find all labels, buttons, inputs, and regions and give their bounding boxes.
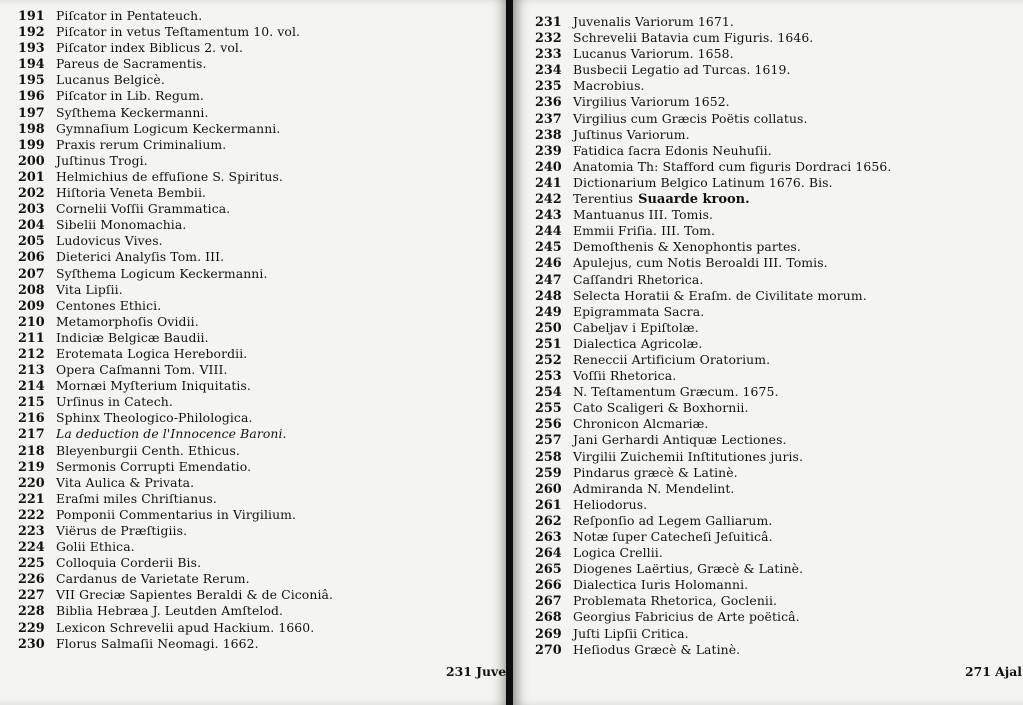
list-item xyxy=(535,304,891,320)
entry-title: Apulejus, cum Notis Beroaldi III. Tomis. xyxy=(573,255,828,271)
entry-number: 204 xyxy=(18,218,45,234)
entry-title: Golii Ethica. xyxy=(56,539,135,555)
entry-number: 206 xyxy=(18,250,45,266)
entry-number: 256 xyxy=(535,417,562,433)
entry-title: Bleyenburgii Centh. Ethicus. xyxy=(56,442,240,458)
entry-number: 199 xyxy=(18,137,45,153)
list-item xyxy=(535,529,891,545)
entry-number: 197 xyxy=(18,105,45,121)
entry-title: Helmichius de effuſione S. Spiritus. xyxy=(56,168,283,184)
list-item xyxy=(18,266,333,282)
entry-title: Chronicon Alcmariæ. xyxy=(573,416,709,432)
entry-title: Problemata Rhetorica, Goclenii. xyxy=(573,593,778,609)
entry-title: Eraſmi miles Chriſtianus. xyxy=(56,490,217,506)
list-item xyxy=(535,143,891,159)
list-item xyxy=(535,449,891,465)
list-item xyxy=(18,40,333,56)
list-item xyxy=(18,8,333,24)
right-page xyxy=(513,0,1023,705)
entry-number: 209 xyxy=(18,298,45,314)
list-item xyxy=(18,153,333,169)
entry-number: 264 xyxy=(535,546,562,562)
left-entry-list xyxy=(18,8,333,652)
entry-title: Gymnaſium Logicum Keckermanni. xyxy=(56,120,281,136)
entry-title: Epigrammata Sacra. xyxy=(573,303,705,319)
entry-title: Mornæi Myſterium Iniquitatis. xyxy=(56,378,251,394)
entry-number: 217 xyxy=(18,427,45,443)
entry-number: 230 xyxy=(18,636,45,652)
list-item xyxy=(535,626,891,642)
list-item xyxy=(535,545,891,561)
entry-number: 266 xyxy=(535,578,562,594)
entry-title: Juſti Lipſii Critica. xyxy=(573,625,689,641)
list-item xyxy=(18,137,333,153)
entry-number: 249 xyxy=(535,304,562,320)
entry-number: 267 xyxy=(535,594,562,610)
entry-title: Cornelii Voſſii Grammatica. xyxy=(56,201,231,217)
entry-number: 193 xyxy=(18,41,45,57)
list-item xyxy=(535,465,891,481)
entry-number: 226 xyxy=(18,572,45,588)
entry-title: Jani Gerhardi Antiquæ Lectiones. xyxy=(573,432,787,448)
entry-number: 219 xyxy=(18,459,45,475)
list-item xyxy=(18,571,333,587)
entry-number: 224 xyxy=(18,540,45,556)
entry-number: 263 xyxy=(535,530,562,545)
entry-title: Fatidica ſacra Edonis Neuhuſii. xyxy=(573,142,772,158)
entry-title: Dictionarium Belgico Latinum 1676. Bis. xyxy=(573,174,833,190)
list-item xyxy=(535,175,891,191)
list-item xyxy=(18,282,333,298)
entry-title: Selecta Horatii & Eraſm. de Civilitate morum. xyxy=(573,287,867,303)
entry-title: Logica Crellii. xyxy=(573,545,663,561)
list-item xyxy=(18,314,333,330)
entry-number: 215 xyxy=(18,395,45,411)
entry-title: Piſcator in Pentateuch. xyxy=(56,8,203,23)
list-item xyxy=(535,288,891,304)
entry-number: 243 xyxy=(535,208,562,224)
list-item xyxy=(18,346,333,362)
entry-number: 201 xyxy=(18,169,45,185)
list-item xyxy=(18,459,333,475)
entry-number: 191 xyxy=(18,9,45,24)
entry-title: Heſiodus Græcè & Latinè. xyxy=(573,641,741,657)
list-item xyxy=(18,523,333,539)
entry-title: Florus Salmaſii Neomagi. 1662. xyxy=(56,635,259,651)
list-item xyxy=(18,217,333,233)
entry-title: Terentius xyxy=(573,191,634,207)
entry-number: 225 xyxy=(18,556,45,572)
list-item xyxy=(535,46,891,62)
entry-number: 247 xyxy=(535,272,562,288)
entry-title: Schrevelii Batavia cum Figuris. 1646. xyxy=(573,30,814,46)
entry-title: Cardanus de Varietate Rerum. xyxy=(56,571,250,587)
entry-number: 245 xyxy=(535,240,562,256)
list-item xyxy=(18,443,333,459)
entry-number: 198 xyxy=(18,121,45,137)
entry-number: 200 xyxy=(18,153,45,169)
entry-number: 205 xyxy=(18,234,45,250)
entry-title: Demoſthenis & Xenophontis partes. xyxy=(573,239,801,255)
list-item xyxy=(535,642,891,658)
list-item xyxy=(18,72,333,88)
entry-title: Georgius Fabricius de Arte poëticâ. xyxy=(573,609,800,625)
entry-title: Voſſii Rhetorica. xyxy=(573,368,677,384)
entry-title: Busbecii Legatio ad Turcas. 1619. xyxy=(573,62,791,78)
entry-number: 248 xyxy=(535,288,562,304)
entry-number: 270 xyxy=(535,642,562,658)
entry-title-blackletter: Suaarde kroon. xyxy=(638,192,750,208)
entry-number: 258 xyxy=(535,449,562,465)
entry-number: 246 xyxy=(535,256,562,272)
list-item xyxy=(18,491,333,507)
entry-title: Admiranda N. Mendelint. xyxy=(573,480,735,496)
entry-number: 207 xyxy=(18,266,45,282)
entry-number: 194 xyxy=(18,57,45,73)
list-item xyxy=(535,159,891,175)
entry-title: La deduction de l'Innocence Baroni. xyxy=(56,426,287,442)
entry-title: Caſſandri Rhetorica. xyxy=(573,271,704,287)
entry-number: 203 xyxy=(18,202,45,218)
list-item xyxy=(18,105,333,121)
list-item xyxy=(535,609,891,625)
entry-title: VII Greciæ Sapientes Beraldi & de Ciconiâ. xyxy=(56,587,334,603)
entry-number: 268 xyxy=(535,610,562,626)
list-item xyxy=(535,223,891,239)
list-item xyxy=(18,426,333,442)
entry-title: Piſcator index Biblicus 2. vol. xyxy=(56,40,244,56)
list-item xyxy=(18,636,333,652)
entry-title: Virgilii Zuichemii Inſtitutiones juris. xyxy=(573,448,804,464)
list-item xyxy=(18,330,333,346)
entry-number: 234 xyxy=(535,63,562,79)
entry-number: 220 xyxy=(18,475,45,491)
entry-title: Notæ ſuper Catecheſi Jeſuiticâ. xyxy=(573,529,773,544)
entry-number: 252 xyxy=(535,352,562,368)
left-page xyxy=(0,0,508,705)
list-item xyxy=(18,298,333,314)
list-item xyxy=(18,249,333,265)
entry-title: Piſcator in Lib. Regum. xyxy=(56,88,204,104)
entry-title: Diogenes Laërtius, Græcè & Latinè. xyxy=(573,561,804,577)
entry-number: 255 xyxy=(535,401,562,417)
entry-number: 238 xyxy=(535,127,562,143)
list-item xyxy=(535,127,891,143)
entry-number: 260 xyxy=(535,481,562,497)
list-item xyxy=(18,555,333,571)
entry-number: 208 xyxy=(18,282,45,298)
entry-title: Cabeljav i Epiſtolæ. xyxy=(573,319,699,335)
list-item xyxy=(535,400,891,416)
entry-title: Pindarus græcè & Latinè. xyxy=(573,464,738,480)
entry-title: Opera Caſmanni Tom. VIII. xyxy=(56,362,228,378)
entry-title: Pomponii Commentarius in Virgilium. xyxy=(56,506,297,522)
entry-title: Macrobius. xyxy=(573,78,645,94)
entry-title: Lexicon Schrevelii apud Hackium. 1660. xyxy=(56,619,315,635)
list-item xyxy=(535,368,891,384)
list-item xyxy=(18,24,333,40)
entry-number: 222 xyxy=(18,507,45,523)
entry-title: Sphinx Theologico-Philologica. xyxy=(56,410,253,426)
entry-title: Juvenalis Variorum 1671. xyxy=(573,14,734,29)
list-item xyxy=(535,78,891,94)
list-item xyxy=(535,561,891,577)
entry-title: Virgilius cum Græcis Poëtis collatus. xyxy=(573,110,808,126)
entry-number: 242 xyxy=(535,192,562,208)
list-item xyxy=(18,185,333,201)
list-item xyxy=(535,111,891,127)
list-item xyxy=(18,362,333,378)
entry-number: 192 xyxy=(18,25,45,41)
entry-number: 254 xyxy=(535,385,562,401)
entry-title: Cato Scaligeri & Boxhornii. xyxy=(573,400,749,416)
list-item xyxy=(535,352,891,368)
entry-title: Hiſtoria Veneta Bembii. xyxy=(56,185,207,201)
list-item xyxy=(535,255,891,271)
entry-title: Piſcator in vetus Teſtamentum 10. vol. xyxy=(56,24,301,40)
list-item xyxy=(535,207,891,223)
list-item xyxy=(18,587,333,603)
list-item xyxy=(18,378,333,394)
entry-number: 223 xyxy=(18,524,45,539)
entry-title: Ludovicus Vives. xyxy=(56,233,163,249)
entry-number: 216 xyxy=(18,411,45,427)
entry-number: 259 xyxy=(535,465,562,481)
list-item xyxy=(18,507,333,523)
list-item xyxy=(535,30,891,46)
entry-title: Reſponſio ad Legem Galliarum. xyxy=(573,512,773,528)
entry-title: Dialectica Agricolæ. xyxy=(573,335,703,351)
entry-title: Emmii Friſia. III. Tom. xyxy=(573,223,716,239)
list-item xyxy=(535,432,891,448)
list-item xyxy=(535,336,891,352)
entry-number: 195 xyxy=(18,73,45,89)
entry-number: 218 xyxy=(18,443,45,459)
entry-title: Viërus de Præſtigiis. xyxy=(56,523,188,538)
list-item xyxy=(535,320,891,336)
list-item xyxy=(535,272,891,288)
entry-title: Erotemata Logica Herebordii. xyxy=(56,345,248,361)
entry-number: 211 xyxy=(18,330,45,346)
list-item xyxy=(18,475,333,491)
list-item xyxy=(18,88,333,104)
list-item xyxy=(18,233,333,249)
list-item xyxy=(18,394,333,410)
entry-number: 235 xyxy=(535,79,562,95)
list-item xyxy=(535,191,891,207)
entry-number: 240 xyxy=(535,159,562,175)
entry-number: 227 xyxy=(18,588,45,604)
list-item xyxy=(18,169,333,185)
entry-title: Juſtinus Trogi. xyxy=(56,152,148,168)
entry-number: 253 xyxy=(535,369,562,385)
entry-number: 261 xyxy=(535,497,562,513)
entry-number: 250 xyxy=(535,320,562,336)
entry-number: 237 xyxy=(535,111,562,127)
entry-number: 241 xyxy=(535,175,562,191)
list-item xyxy=(535,513,891,529)
entry-title: Syſthema Logicum Keckermanni. xyxy=(56,265,268,281)
list-item xyxy=(535,384,891,400)
entry-title: Vita Aulica & Privata. xyxy=(56,474,195,490)
entry-number: 228 xyxy=(18,604,45,620)
list-item xyxy=(18,603,333,619)
entry-title: Juſtinus Variorum. xyxy=(573,126,690,142)
right-catchword: 271 Ajal xyxy=(965,664,1023,679)
entry-title: Heliodorus. xyxy=(573,496,648,512)
entry-title: Virgilius Variorum 1652. xyxy=(573,94,730,110)
entry-number: 212 xyxy=(18,346,45,362)
list-item xyxy=(18,201,333,217)
entry-title: Indiciæ Belgicæ Baudii. xyxy=(56,329,209,345)
entry-title: Vita Lipſii. xyxy=(56,281,123,297)
entry-title: Metamorphoſis Ovidii. xyxy=(56,313,199,329)
entry-number: 231 xyxy=(535,15,562,30)
entry-number: 213 xyxy=(18,363,45,379)
entry-number: 210 xyxy=(18,314,45,330)
entry-number: 251 xyxy=(535,336,562,352)
entry-title: Syſthema Keckermanni. xyxy=(56,104,209,120)
list-item xyxy=(535,62,891,78)
list-item xyxy=(535,416,891,432)
entry-title: Mantuanus III. Tomis. xyxy=(573,207,714,223)
list-item xyxy=(535,481,891,497)
entry-title: Centones Ethici. xyxy=(56,297,162,313)
entry-number: 232 xyxy=(535,31,562,47)
entry-title: Dialectica Iuris Holomanni. xyxy=(573,577,749,593)
entry-title: Sibelii Monomachia. xyxy=(56,217,187,233)
entry-number: 233 xyxy=(535,47,562,63)
list-item xyxy=(18,56,333,72)
left-catchword: 231 Juve xyxy=(446,664,507,679)
list-item xyxy=(18,410,333,426)
entry-number: 239 xyxy=(535,143,562,159)
entry-title: Pareus de Sacramentis. xyxy=(56,56,207,72)
entry-title: Lucanus Belgicè. xyxy=(56,72,165,88)
entry-number: 265 xyxy=(535,562,562,578)
entry-number: 196 xyxy=(18,89,45,105)
entry-title: Reneccii Artificium Oratorium. xyxy=(573,351,771,367)
entry-title: Dieterici Analyſis Tom. III. xyxy=(56,249,225,265)
entry-number: 229 xyxy=(18,620,45,636)
entry-number: 214 xyxy=(18,379,45,395)
entry-title: Lucanus Variorum. 1658. xyxy=(573,46,734,62)
entry-title: Urſinus in Catech. xyxy=(56,394,173,410)
list-item xyxy=(535,14,891,30)
entry-number: 269 xyxy=(535,626,562,642)
entry-number: 236 xyxy=(535,95,562,111)
entry-number: 221 xyxy=(18,491,45,507)
entry-title: Anatomia Th: Stafford cum figuris Dordraci 1656. xyxy=(573,158,892,174)
entry-number: 202 xyxy=(18,186,45,202)
entry-number: 244 xyxy=(535,224,562,240)
list-item xyxy=(535,94,891,110)
list-item xyxy=(18,121,333,137)
entry-title: Biblia Hebræa J. Leutden Amſtelod. xyxy=(56,603,284,619)
entry-title: Colloquia Corderii Bis. xyxy=(56,555,202,571)
entry-title: Praxis rerum Criminalium. xyxy=(56,136,227,152)
list-item xyxy=(535,577,891,593)
entry-number: 257 xyxy=(535,433,562,449)
entry-title: Sermonis Corrupti Emendatio. xyxy=(56,458,252,474)
entry-number: 262 xyxy=(535,513,562,529)
list-item xyxy=(535,593,891,609)
list-item xyxy=(535,497,891,513)
entry-title: N. Teſtamentum Græcum. 1675. xyxy=(573,384,779,400)
list-item xyxy=(18,620,333,636)
list-item xyxy=(535,239,891,255)
list-item xyxy=(18,539,333,555)
right-entry-list xyxy=(535,14,891,658)
